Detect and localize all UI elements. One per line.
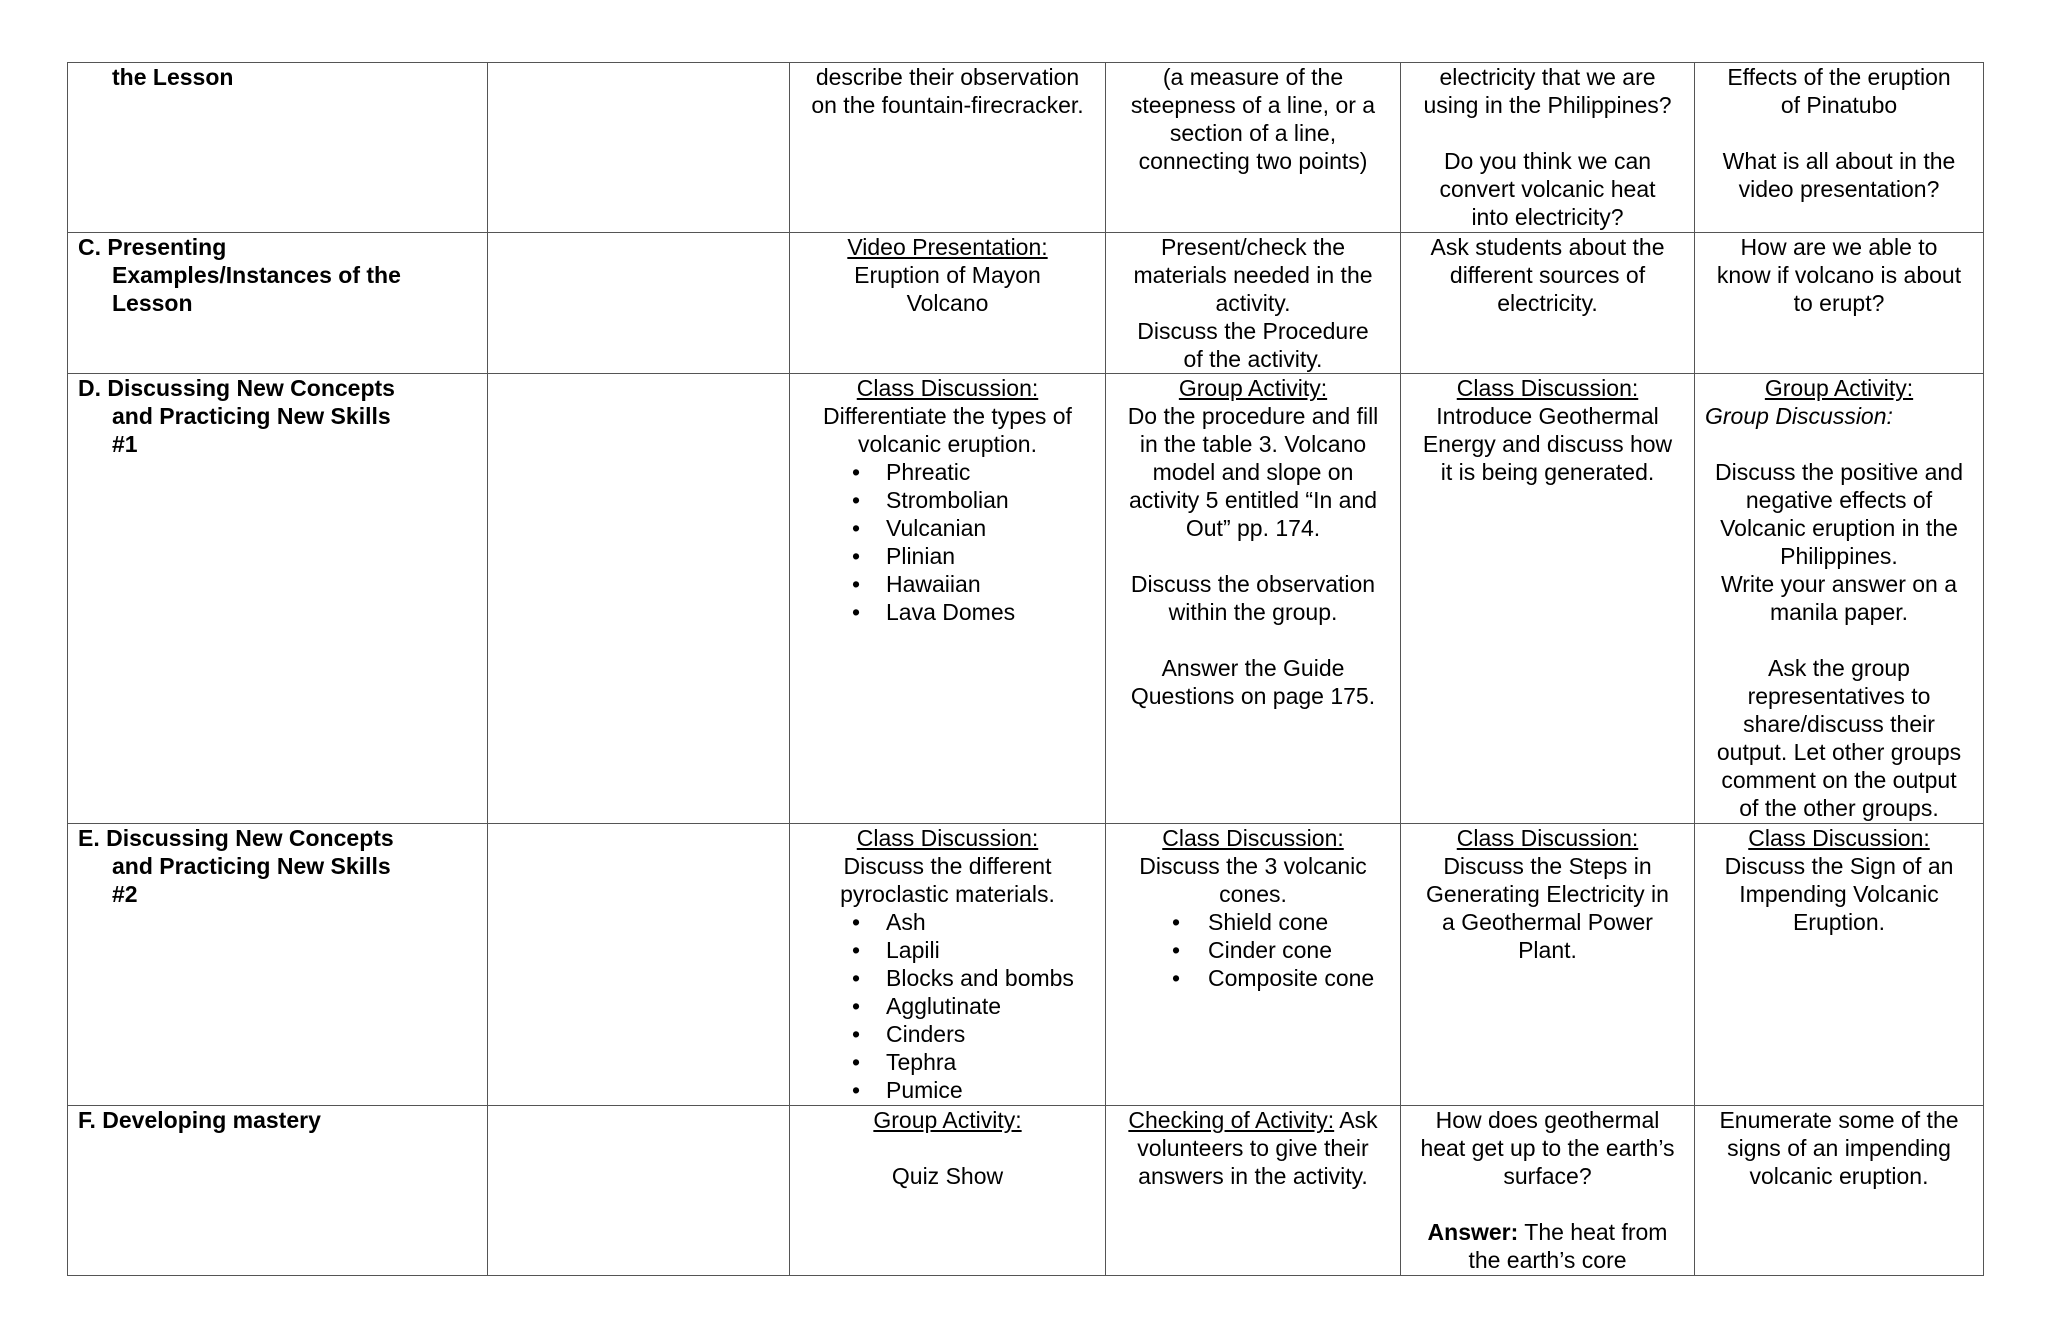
cell-c-col3: Video Presentation: Eruption of Mayon Volcano: [790, 233, 1106, 374]
row-label-c: C. Presenting Examples/Instances of the Lesson: [68, 233, 488, 374]
cell-b-col6: Effects of the eruption of Pinatubo What is all about in the video presentation?: [1695, 63, 1984, 233]
empty-cell: [488, 1106, 790, 1276]
row-label-f: F. Developing mastery: [68, 1106, 488, 1276]
cell-e-col5: Class Discussion: Discuss the Steps in Generating Electricity in a Geothermal Power Plant.: [1401, 824, 1695, 1106]
empty-cell: [488, 824, 790, 1106]
cell-heading: Checking of Activity:: [1128, 1107, 1335, 1133]
empty-cell: [488, 374, 790, 824]
table-row-d: [68, 374, 1984, 824]
list-item: • Plinian: [800, 542, 1095, 570]
cell-heading: Class Discussion:: [856, 825, 1039, 851]
cell-subheading: Group Discussion:: [1705, 403, 1893, 429]
cell-d-col3: Class Discussion: Differentiate the types of volcanic eruption. • Phreatic • Strombolian • Vulcanian • Plinian • Hawaiian • Lava Domes: [790, 374, 1106, 824]
cell-b-col3: describe their observation on the fountain-firecracker.: [790, 63, 1106, 233]
cell-d-col5: Class Discussion: Introduce Geothermal Energy and discuss how it is being generated.: [1401, 374, 1695, 824]
list-item: • Vulcanian: [800, 514, 1095, 542]
row-label-d: D. Discussing New Concepts and Practicing New Skills #1: [68, 374, 488, 824]
cell-f-col5: How does geothermal heat get up to the earth’s surface? Answer: The heat from the earth’s core: [1401, 1106, 1695, 1276]
cell-b-col5: electricity that we are using in the Philippines? Do you think we can convert volcanic heat into electricity?: [1401, 63, 1695, 233]
cell-heading: Class Discussion:: [856, 375, 1039, 401]
empty-cell: [488, 63, 790, 233]
cell-heading: Class Discussion:: [1456, 375, 1639, 401]
list-item: • Lapili: [800, 936, 1095, 964]
row-label-e: E. Discussing New Concepts and Practicing New Skills #2: [68, 824, 488, 1106]
cell-heading: Class Discussion:: [1162, 825, 1344, 851]
cell-e-col4: Class Discussion: Discuss the 3 volcanic cones. • Shield cone • Cinder cone • Composite cone: [1106, 824, 1401, 1106]
list-item: • Shield cone: [1116, 908, 1390, 936]
cell-heading: Video Presentation:: [847, 234, 1048, 260]
cell-c-col4: Present/check the materials needed in the activity. Discuss the Procedure of the activity.: [1106, 233, 1401, 374]
cell-e-col3: Class Discussion: Discuss the different pyroclastic materials. • Ash • Lapili • Blocks and bombs • Agglutinate • Cinders • Tephra • Pumice: [790, 824, 1106, 1106]
eruption-types-list: [800, 458, 1095, 626]
list-item: • Hawaiian: [800, 570, 1095, 598]
empty-cell: [488, 233, 790, 374]
list-item: • Cinders: [800, 1020, 1095, 1048]
list-item: • Strombolian: [800, 486, 1095, 514]
cell-e-col6: Class Discussion: Discuss the Sign of an Impending Volcanic Eruption.: [1695, 824, 1984, 1106]
cell-heading: Group Activity:: [1178, 375, 1328, 401]
list-item: • Ash: [800, 908, 1095, 936]
cell-d-col6: Group Activity: Group Discussion: Discuss the positive and negative effects of Volcanic eruption in the Philippines. Write your answer on a manila paper. Ask the group representatives to share/discuss their output. Let other groups comment on the output of the other groups.: [1695, 374, 1984, 824]
table-row-f: [68, 1106, 1984, 1276]
table-row-c: [68, 233, 1984, 374]
cell-b-col4: (a measure of the steepness of a line, or a section of a line, connecting two points): [1106, 63, 1401, 233]
cell-heading: Class Discussion:: [1456, 825, 1639, 851]
volcanic-cones-list: [1116, 908, 1390, 992]
cell-f-col4: Checking of Activity: Ask volunteers to give their answers in the activity.: [1106, 1106, 1401, 1276]
cell-f-col6: Enumerate some of the signs of an impending volcanic eruption.: [1695, 1106, 1984, 1276]
list-item: • Cinder cone: [1116, 936, 1390, 964]
row-label-b: the Lesson: [68, 63, 488, 233]
list-item: • Blocks and bombs: [800, 964, 1095, 992]
cell-heading: Group Activity:: [1764, 375, 1914, 401]
answer-label: Answer:: [1427, 1219, 1519, 1245]
cell-c-col6: How are we able to know if volcano is about to erupt?: [1695, 233, 1984, 374]
list-item: • Composite cone: [1116, 964, 1390, 992]
cell-d-col4: Group Activity: Do the procedure and fill in the table 3. Volcano model and slope on activity 5 entitled “In and Out” pp. 174. Discuss the observation within the group. Answer the Guide Questions on page 175.: [1106, 374, 1401, 824]
list-item: • Phreatic: [800, 458, 1095, 486]
cell-f-col3: Group Activity: Quiz Show: [790, 1106, 1106, 1276]
list-item: • Lava Domes: [800, 598, 1095, 626]
list-item: • Pumice: [800, 1076, 1095, 1104]
cell-c-col5: Ask students about the different sources of electricity.: [1401, 233, 1695, 374]
pyroclastic-materials-list: [800, 908, 1095, 1104]
table-row-b: [68, 63, 1984, 233]
cell-heading: Class Discussion:: [1748, 825, 1930, 851]
cell-heading: Group Activity:: [873, 1107, 1022, 1133]
lesson-plan-table: [67, 62, 1984, 1276]
list-item: • Tephra: [800, 1048, 1095, 1076]
table-row-e: [68, 824, 1984, 1106]
list-item: • Agglutinate: [800, 992, 1095, 1020]
